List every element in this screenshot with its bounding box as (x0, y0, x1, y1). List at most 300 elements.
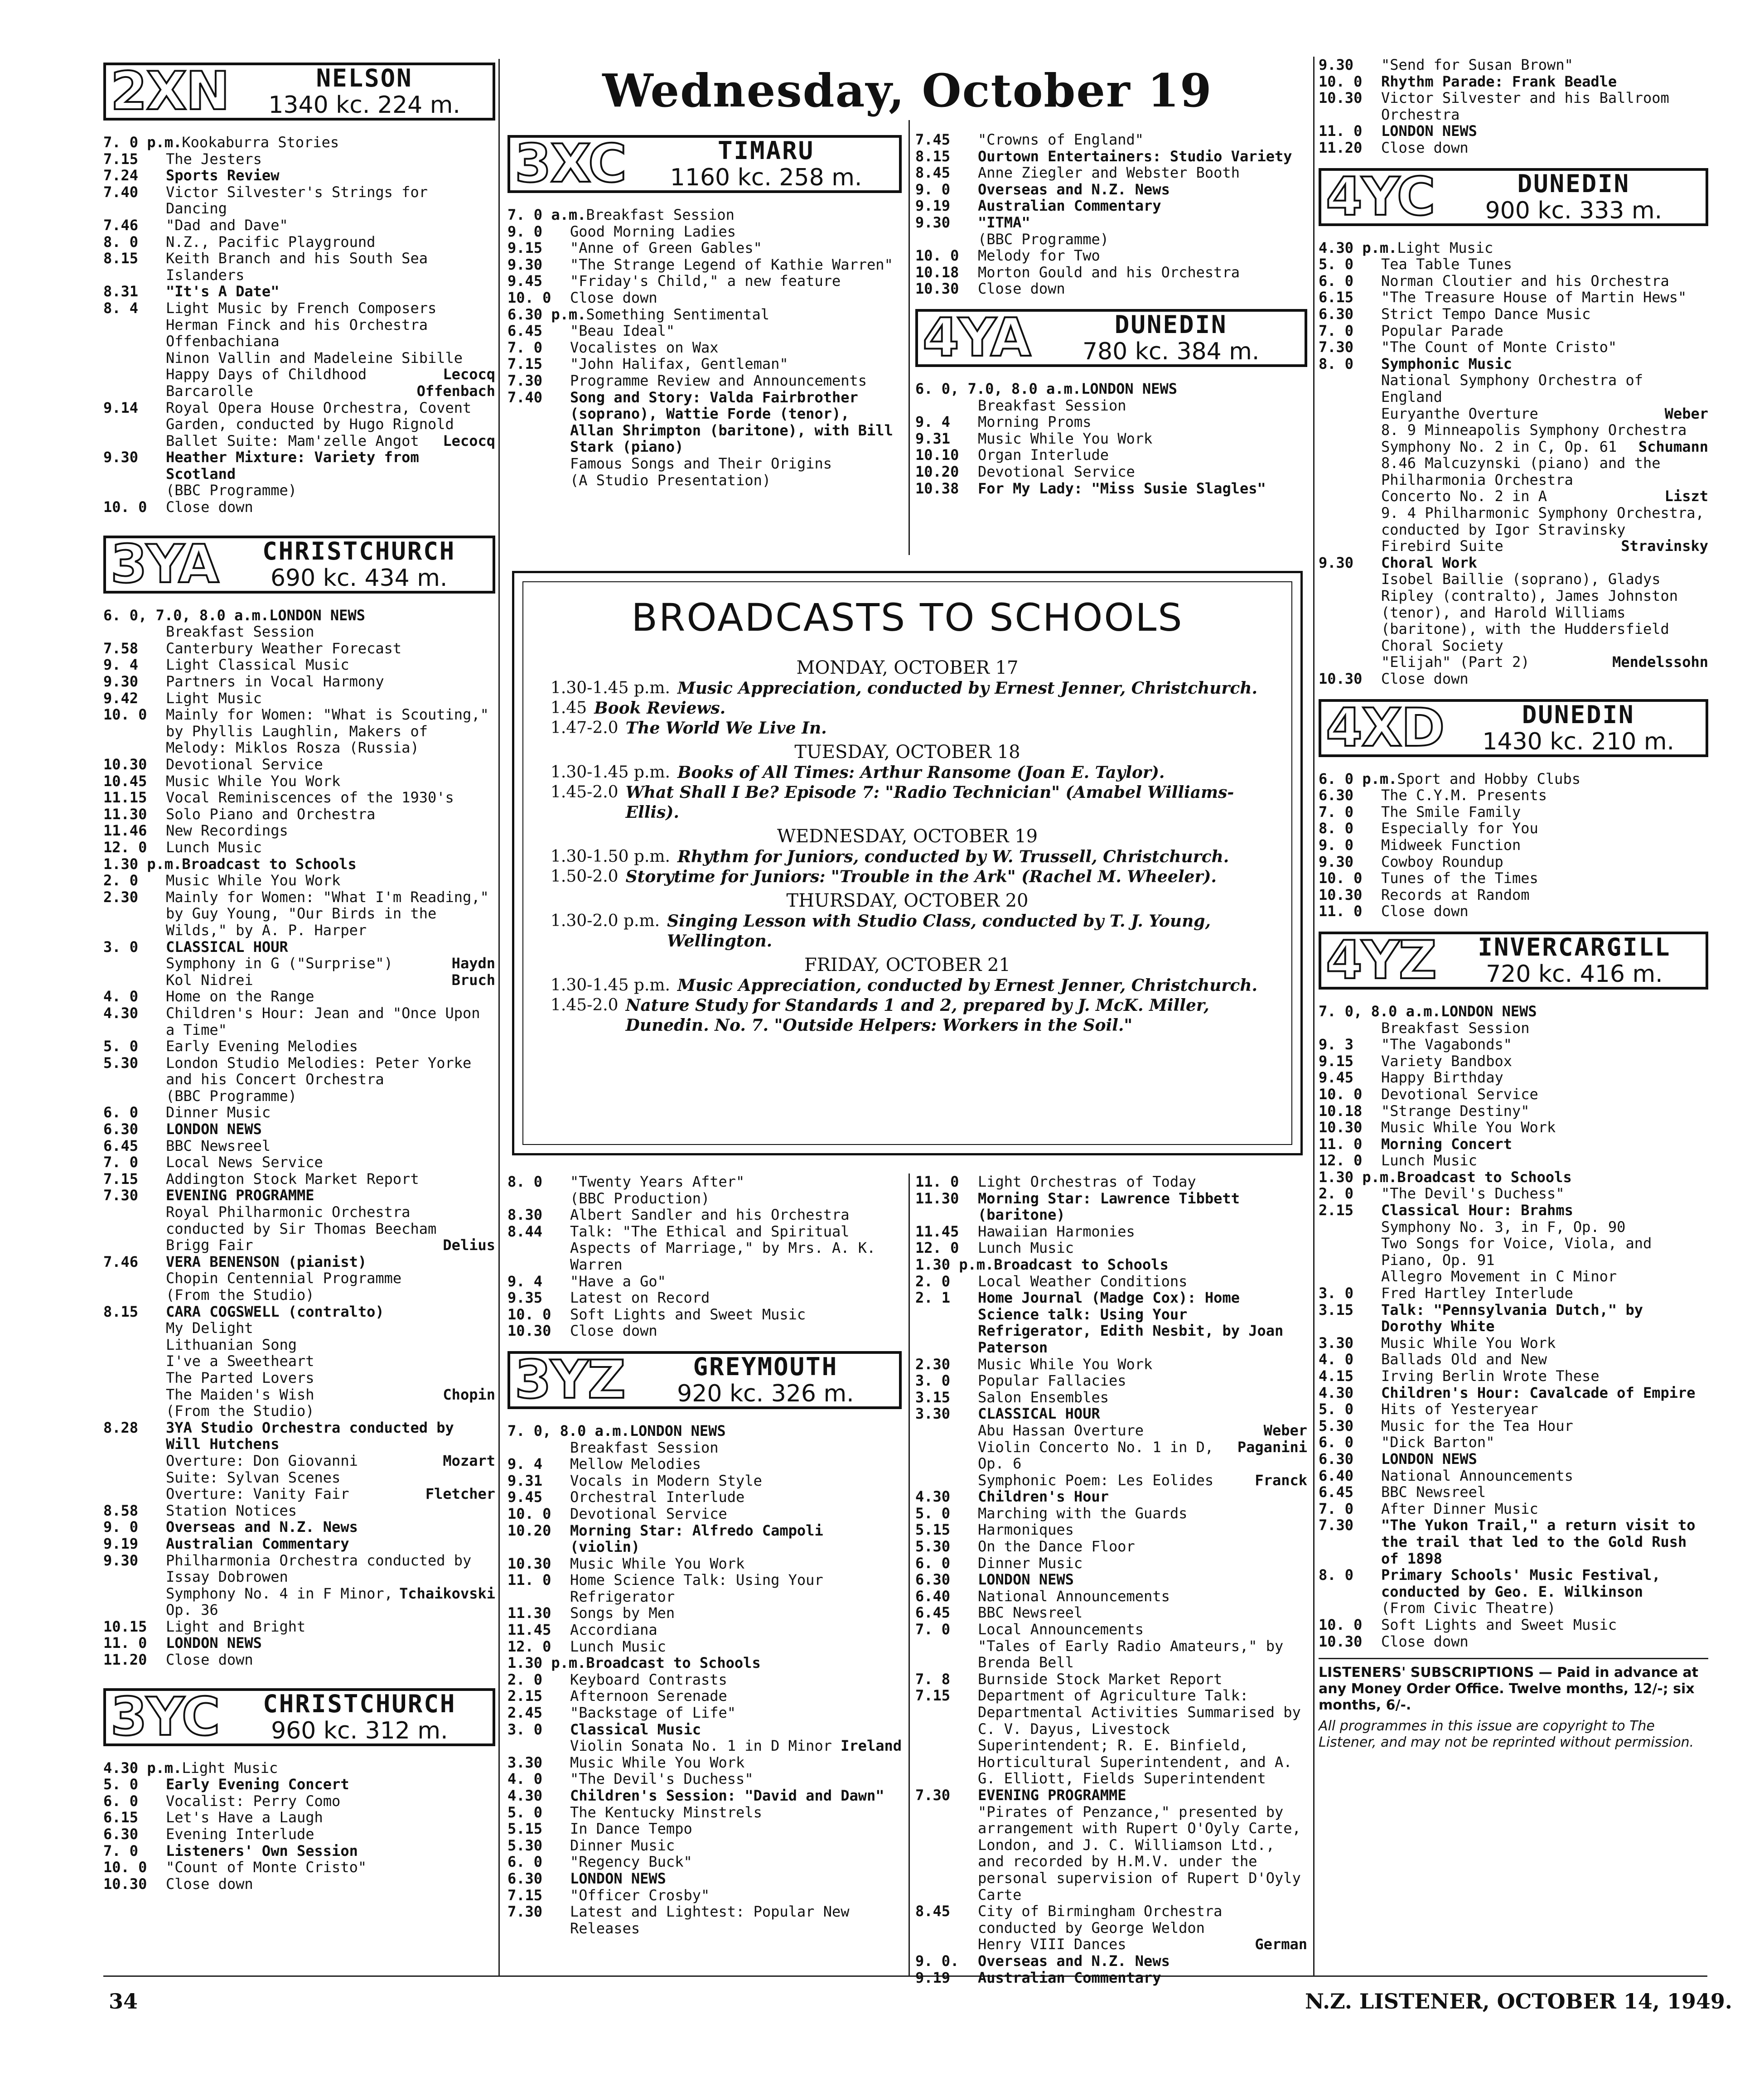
programme-row (103, 988, 495, 1005)
programme-row (915, 1538, 1307, 1555)
programme-title: "The Devil's Duchess" (570, 1770, 754, 1788)
programme-time: 9.15 (507, 239, 543, 257)
station-header (507, 135, 902, 193)
programme-row (915, 1638, 1307, 1671)
programme-row (915, 1671, 1307, 1688)
programme-time: 8. 0 (103, 233, 139, 251)
programme-title: Broadcast to Schools (586, 1654, 761, 1672)
programme-time: 11.45 (915, 1222, 959, 1240)
programme-time: 11. 0 (507, 1571, 551, 1589)
programme-title: "Pirates of Penzance," presented by arrangement with Rupert O'Oyly Carte, London, and J. C. Williamson Ltd., and recorded by H.M.V. under the personal supervision of Rupert D'Oyly Carte (978, 1803, 1301, 1903)
programme-row (507, 356, 902, 372)
programme-time: 11.30 (507, 1604, 551, 1622)
programme-time: 9. 0 (915, 180, 951, 198)
station-info (233, 65, 493, 118)
programme-row (1319, 1285, 1708, 1302)
station-block (103, 63, 495, 516)
programme-row (103, 1760, 495, 1777)
programme-row (103, 1055, 495, 1088)
composer: Stravinsky (1621, 537, 1708, 555)
programme-row (103, 1635, 495, 1652)
programme-title: On the Dance Floor (978, 1538, 1135, 1555)
programme-row (915, 1604, 1307, 1621)
programme-title: EVENING PROGRAMME (166, 1187, 314, 1204)
programme-time: 1.30 p.m. (103, 855, 182, 873)
programme-row (915, 1372, 1307, 1389)
programme-row (915, 1555, 1307, 1572)
programme-title: LONDON NEWS (1081, 380, 1177, 397)
programme-row (103, 449, 495, 482)
station-info (1440, 934, 1706, 987)
programme-time: 10.18 (1319, 1102, 1363, 1120)
programme-title: "The Vagabonds" (1381, 1036, 1512, 1053)
programme-row (507, 1456, 902, 1473)
programme-time: 3. 0 (1319, 1285, 1354, 1302)
schools-description: Rhythm for Juniors, conducted by W. Trussell, Christchurch. (677, 847, 1229, 866)
programme-title: Popular Fallacies (978, 1372, 1126, 1390)
programme-title: Listeners' Own Session (166, 1842, 358, 1859)
programme-time: 10.38 (915, 479, 959, 497)
programme-time: 10.30 (1319, 89, 1363, 107)
column-mid-left-top (507, 131, 902, 488)
programme-time: 11.46 (103, 822, 147, 840)
programme-title: In Dance Tempo (570, 1820, 692, 1838)
programme-time: 5. 0 (915, 1504, 951, 1522)
station-header (915, 309, 1307, 367)
programme-row (507, 1223, 902, 1273)
programme-title: Talk: "The Ethical and Spiritual Aspects of Marriage," by Mrs. A. K. Warren (570, 1222, 876, 1273)
programme-time: 6. 0 (1319, 272, 1354, 290)
programme-time: 1.30 p.m. (915, 1256, 994, 1273)
programme-time: 7. 0 (1319, 322, 1354, 339)
programme-row (507, 1555, 902, 1572)
programme-time: 9.42 (103, 689, 139, 707)
programme-time: 9. 0 (507, 222, 543, 240)
programme-title: "Dick Barton" (1381, 1434, 1495, 1451)
composer: Chopin (443, 1386, 495, 1403)
programme-time: 10.30 (1319, 1119, 1363, 1136)
schools-description: What Shall I Be? Episode 7: "Radio Technician" (Amabel Williams-Ellis). (625, 783, 1234, 822)
programme-title: Music While You Work (1381, 1119, 1556, 1136)
programme-row (103, 1254, 495, 1270)
programme-row (1319, 273, 1708, 290)
programme-time: 8.45 (915, 164, 951, 182)
programme-row (507, 372, 902, 389)
programme-row (507, 339, 902, 356)
programme-time: 7. 0 (507, 338, 543, 356)
programme-time: 9.30 (103, 673, 139, 691)
programme-title: Victor Silvester's Strings for Dancing (166, 183, 428, 217)
programme-title: Vocalist: Perry Como (166, 1792, 341, 1810)
programme-row (1319, 1235, 1708, 1268)
programme-title: Primary Schools' Music Festival, conducted by Geo. E. Wilkinson (1381, 1566, 1661, 1600)
programme-time: 3.30 (507, 1753, 543, 1771)
programme-time: 9.19 (915, 197, 951, 215)
composer: Mendelssohn (1612, 653, 1708, 671)
station-info (1034, 312, 1305, 364)
programme-row (1319, 1069, 1708, 1086)
programme-title: Heather Mixture: Variety from Scotland (166, 449, 419, 483)
programme-title: "Send for Susan Brown" (1381, 56, 1573, 73)
station-frequency: 920 kc. 326 m. (677, 1380, 854, 1407)
programme-row (1319, 505, 1708, 538)
programme-row (915, 1787, 1307, 1804)
programme-title: LONDON NEWS (166, 1120, 262, 1138)
programme-row (1319, 439, 1708, 455)
programme-title: Mellow Melodies (570, 1455, 701, 1473)
programme-title: Symphonic Poem: Les Eolides (978, 1471, 1214, 1489)
programme-time: 9. 3 (1319, 1036, 1354, 1053)
programme-row (507, 1837, 902, 1854)
programme-row (1319, 820, 1708, 837)
programme-row (507, 273, 902, 290)
station-info (1448, 702, 1706, 754)
programme-title: 3YA Studio Orchestra conducted by Will Hutchens (166, 1419, 454, 1453)
programme-row (507, 1787, 902, 1804)
programme-time: 11.15 (103, 789, 147, 806)
programme-title: Hawaiian Harmonies (978, 1222, 1135, 1240)
programme-time: 7.15 (103, 150, 139, 168)
programme-title: LONDON NEWS (978, 1571, 1074, 1589)
programme-title: Symphony No. 3, in F, Op. 90 (1381, 1218, 1626, 1236)
programme-row (103, 1237, 495, 1254)
programme-time: 10.30 (1319, 886, 1363, 903)
programme-title: Morning Star: Lawrence Tibbett (baritone) (978, 1189, 1240, 1224)
programme-title: Symphony No. 2 in C, Op. 61 (1381, 438, 1617, 455)
programme-time: 5. 0 (507, 1803, 543, 1821)
programme-title: Marching with the Guards (978, 1504, 1188, 1522)
programme-row (1319, 1633, 1708, 1650)
programme-time: 6.30 (103, 1825, 139, 1843)
programme-row (103, 1519, 495, 1536)
programme-time: 6.40 (1319, 1467, 1354, 1484)
programme-title: Vocalistes on Wax (570, 338, 719, 356)
schools-time: 1.30-2.0 p.m. (551, 912, 660, 930)
programme-time: 11.20 (103, 1651, 147, 1669)
programme-row (103, 1104, 495, 1121)
programme-row (915, 1356, 1307, 1373)
programme-time: 3. 0 (915, 1372, 951, 1390)
programme-title: VERA BENENSON (pianist) (166, 1253, 367, 1270)
programme-row (915, 231, 1307, 248)
programme-time: 9. 0 (1319, 836, 1354, 854)
programme-time: 10.10 (915, 446, 959, 464)
composer: Lecocq (443, 366, 495, 383)
programme-row (103, 1469, 495, 1486)
programme-row (507, 389, 902, 455)
programme-title: Programme Review and Announcements (570, 372, 867, 389)
programme-time: 6. 0 p.m. (1319, 770, 1397, 787)
programme-time: 4.30 (1319, 1384, 1354, 1401)
programme-row (103, 1536, 495, 1552)
programme-time: 9.15 (1319, 1052, 1354, 1070)
programme-title: Morning Proms (978, 413, 1092, 431)
programme-title: (From the Studio) (166, 1286, 314, 1304)
programme-title: The C.Y.M. Presents (1381, 787, 1547, 804)
programme-title: "Officer Crosby" (570, 1886, 710, 1904)
schools-day-heading: MONDAY, OCTOBER 17 (796, 657, 1019, 678)
programme-title: Light Music (1397, 239, 1493, 256)
schools-time: 1.30-1.45 p.m. (551, 679, 670, 697)
schools-time: 1.30-1.45 p.m. (551, 763, 670, 782)
programme-title: LONDON NEWS (1381, 122, 1477, 140)
programme-time: 8. 0 (1319, 820, 1354, 837)
programme-title: "Beau Ideal" (570, 322, 675, 340)
broadcasts-to-schools-box (512, 571, 1303, 1155)
programme-row (1319, 57, 1708, 73)
programme-title: Close down (570, 1322, 657, 1340)
programme-row (507, 1688, 902, 1705)
programme-row (1319, 1086, 1708, 1103)
station-block (915, 131, 1307, 297)
programme-time: 12. 0 (103, 838, 147, 856)
programme-time: 11.30 (915, 1189, 959, 1207)
programme-time: 11. 0 (1319, 903, 1363, 920)
programme-title: Overseas and N.Z. News (166, 1518, 358, 1536)
page-bottom-rule (103, 1975, 1707, 1977)
programme-time: 9. 0. (915, 1952, 959, 1970)
programme-title: Overseas and N.Z. News (978, 180, 1170, 198)
schools-day-heading: THURSDAY, OCTOBER 20 (786, 890, 1029, 911)
programme-title: Children's Hour: Cavalcade of Empire (1381, 1384, 1696, 1401)
programme-row (103, 889, 495, 939)
programme-row (103, 1154, 495, 1171)
programme-time: 3.30 (915, 1405, 951, 1423)
programme-row (1319, 1434, 1708, 1451)
programme-time: 8.45 (915, 1903, 951, 1920)
programme-row (1319, 1385, 1708, 1401)
programme-title: Dinner Music (978, 1554, 1083, 1572)
programme-row (915, 148, 1307, 165)
programme-title: (From the Studio) (166, 1402, 314, 1420)
programme-row (915, 1223, 1307, 1240)
programme-title: Kol Nidrei (166, 971, 253, 989)
station-block (1319, 699, 1708, 920)
programme-row (103, 1876, 495, 1893)
programme-row (1319, 289, 1708, 306)
programme-row (1319, 1053, 1708, 1070)
programme-title: BBC Newsreel (1381, 1483, 1486, 1501)
programme-time: 4.30 (507, 1787, 543, 1804)
programme-row (1319, 1219, 1708, 1236)
programme-time: 2.30 (915, 1355, 951, 1373)
composer: Schumann (1638, 438, 1708, 455)
station-block (1319, 929, 1708, 1650)
station-info (1439, 171, 1706, 223)
programme-row (507, 1306, 902, 1323)
programme-row (103, 217, 495, 234)
programme-time: 6.15 (103, 1809, 139, 1826)
programme-title: Brigg Fair (166, 1236, 253, 1254)
programme-time: 9.45 (1319, 1069, 1354, 1087)
composer: Lecocq (443, 432, 495, 449)
programme-title: Ourtown Entertainers: Studio Variety (978, 147, 1292, 165)
programme-title: Song and Story: Valda Fairbrother (soprano), Wattie Forde (tenor), Allan Shrimpton (baritone), with Bill Stark (piano) (570, 388, 893, 456)
programme-row (1319, 1302, 1708, 1335)
programme-row (1319, 1268, 1708, 1285)
programme-title: Close down (1381, 670, 1469, 687)
programme-time: 6.45 (1319, 1483, 1354, 1501)
programme-title: The Jesters (166, 150, 262, 168)
programme-title: Devotional Service (166, 756, 323, 773)
programme-time: 7.40 (103, 183, 139, 201)
programme-row (103, 300, 495, 333)
programme-row (1319, 1335, 1708, 1352)
programme-time: 7.30 (507, 372, 543, 389)
programme-time: 7.58 (103, 639, 139, 657)
programme-title: Close down (166, 1875, 253, 1893)
programme-time: 9.19 (915, 1969, 951, 1986)
programme-time: 9.14 (103, 399, 139, 416)
programme-title: Vocals in Modern Style (570, 1472, 762, 1489)
programme-title: CLASSICAL HOUR (978, 1405, 1100, 1423)
programme-row (103, 433, 495, 449)
programme-row (103, 872, 495, 889)
programme-title: Good Morning Ladies (570, 222, 736, 240)
programme-row (1319, 1103, 1708, 1120)
programme-row (1319, 1401, 1708, 1418)
programme-time: 6. 0 (103, 1104, 139, 1121)
composer: Tchaikovski (399, 1584, 495, 1602)
programme-row (915, 1173, 1307, 1190)
programme-row (507, 290, 902, 306)
programme-row (103, 167, 495, 184)
programme-time: 6. 0 (1319, 1434, 1354, 1451)
programme-time: 5. 0 (103, 1038, 139, 1055)
programme-row (507, 323, 902, 339)
programme-title: Breakfast Session (166, 623, 314, 641)
schools-time: 1.30-1.50 p.m. (551, 847, 670, 866)
programme-time: 10. 0 (103, 1859, 147, 1876)
programme-title: Music for the Tea Hour (1381, 1417, 1573, 1434)
programme-time: 7.30 (1319, 1516, 1354, 1534)
programme-row (103, 400, 495, 433)
programme-time: 6. 0, 7.0, 8.0 a.m. (915, 380, 1082, 397)
programme-title: Hits of Yesteryear (1381, 1400, 1538, 1418)
programme-row (1319, 256, 1708, 273)
programme-row (103, 151, 495, 168)
programme-row (103, 234, 495, 251)
programme-row (1319, 1185, 1708, 1202)
programme-row (915, 164, 1307, 181)
programme-title: Morton Gould and his Orchestra (978, 263, 1240, 281)
programme-row (507, 1821, 902, 1837)
schools-time: 1.30-1.45 p.m. (551, 976, 670, 995)
programme-row (1319, 306, 1708, 323)
programme-title: BBC Newsreel (166, 1137, 271, 1154)
programme-title: Midweek Function (1381, 836, 1521, 854)
programme-title: "Regency Buck" (570, 1853, 692, 1871)
schools-entry (551, 678, 1264, 698)
programme-row (103, 640, 495, 657)
programme-row (103, 350, 495, 367)
schools-description: Music Appreciation, conducted by Ernest Jenner, Christchurch. (677, 976, 1258, 995)
programme-title: "Anne of Green Gables" (570, 239, 762, 257)
copyright-notice: All programmes in this issue are copyright to The Listener, and may not be reprinted without permission. (1319, 1718, 1694, 1751)
column-rule (909, 120, 910, 555)
programme-time: 6.30 (1319, 305, 1354, 323)
programme-title: Close down (1381, 903, 1469, 920)
composer: German (1255, 1936, 1307, 1953)
programme-time: 9.30 (1319, 554, 1354, 571)
programme-time: 2. 0 (1319, 1185, 1354, 1202)
programme-title: Local News Service (166, 1154, 323, 1171)
programme-row (507, 1903, 902, 1936)
programme-row (103, 1585, 495, 1618)
programme-time: 7.46 (103, 1253, 139, 1270)
programme-row (103, 1121, 495, 1138)
programme-row (1319, 1136, 1708, 1153)
programme-time: 4.30 (915, 1488, 951, 1506)
station-city: INVERCARGILL (1478, 932, 1671, 961)
programme-row (1319, 1484, 1708, 1501)
programme-row (507, 1273, 902, 1290)
programme-time: 9.45 (507, 272, 543, 290)
programme-title: (BBC Production) (570, 1189, 710, 1207)
programme-title: Violin Sonata No. 1 in D Minor (570, 1737, 832, 1755)
programme-title: Close down (570, 289, 657, 306)
programme-time: 3.15 (1319, 1301, 1354, 1318)
programme-row (507, 1289, 902, 1306)
programme-time: 8.58 (103, 1502, 139, 1519)
programme-title: Two Songs for Voice, Viola, and Piano, Op. 91 (1381, 1235, 1652, 1269)
programme-row (915, 397, 1307, 414)
programme-title: The Parted Lovers (166, 1369, 314, 1386)
programme-title: Lunch Music (570, 1637, 666, 1655)
programme-row (103, 1809, 495, 1826)
programme-row (915, 247, 1307, 264)
programme-title: National Announcements (978, 1587, 1170, 1605)
programme-time: 5.15 (507, 1820, 543, 1838)
programme-time: 2.15 (1319, 1202, 1354, 1219)
programme-time: 6.30 (915, 1571, 951, 1589)
programme-title: "Count of Monte Cristo" (166, 1859, 367, 1876)
programme-row (915, 181, 1307, 198)
programme-title: Music While You Work (166, 772, 341, 790)
programme-title: LONDON NEWS (1381, 1450, 1477, 1468)
station-logo: 3YA (111, 533, 218, 595)
programme-title: 8. 9 Minneapolis Symphony Orchestra (1381, 421, 1687, 439)
station-header (1319, 929, 1708, 991)
programme-time: 10.30 (103, 1875, 147, 1893)
programme-title: "The Devil's Duchess" (1381, 1185, 1565, 1202)
programme-time: 9. 4 (507, 1272, 543, 1290)
programme-time: 6.40 (915, 1587, 951, 1605)
programme-title: Sport and Hobby Clubs (1397, 770, 1580, 787)
programme-row (915, 480, 1307, 497)
programme-time: 11. 0 (1319, 1135, 1363, 1153)
programme-row (1319, 1152, 1708, 1169)
programme-title: Happy Days of Childhood (166, 366, 367, 383)
schools-description: Book Reviews. (594, 699, 726, 718)
subscriptions-notice: LISTENERS' SUBSCRIPTIONS — Paid in advance at any Money Order Office. Twelve months, 12/-; six months, 6/-. (1319, 1665, 1698, 1714)
programme-row (1319, 1169, 1708, 1186)
station-header (507, 1351, 902, 1409)
composer: Ireland (841, 1737, 902, 1755)
programme-row (1319, 422, 1708, 439)
programme-row (1319, 1036, 1708, 1053)
programme-row (1319, 854, 1708, 870)
programme-time: 6.30 (1319, 1450, 1354, 1468)
programme-title: Dinner Music (570, 1836, 675, 1854)
programme-title: Australian Commentary (978, 197, 1161, 215)
station-logo: 2XN (111, 61, 229, 122)
programme-title: "The Strange Legend of Kathie Warren" (570, 256, 893, 273)
composer: Franck (1255, 1471, 1307, 1489)
programme-title: Isobel Baillie (soprano), Gladys Ripley (contralto), James Johnston (tenor), and Harold Williams (baritone), with the Huddersfield Choral Society (1381, 570, 1678, 654)
programme-title: N.Z., Pacific Playground (166, 233, 376, 251)
programme-time: 9.35 (507, 1289, 543, 1307)
